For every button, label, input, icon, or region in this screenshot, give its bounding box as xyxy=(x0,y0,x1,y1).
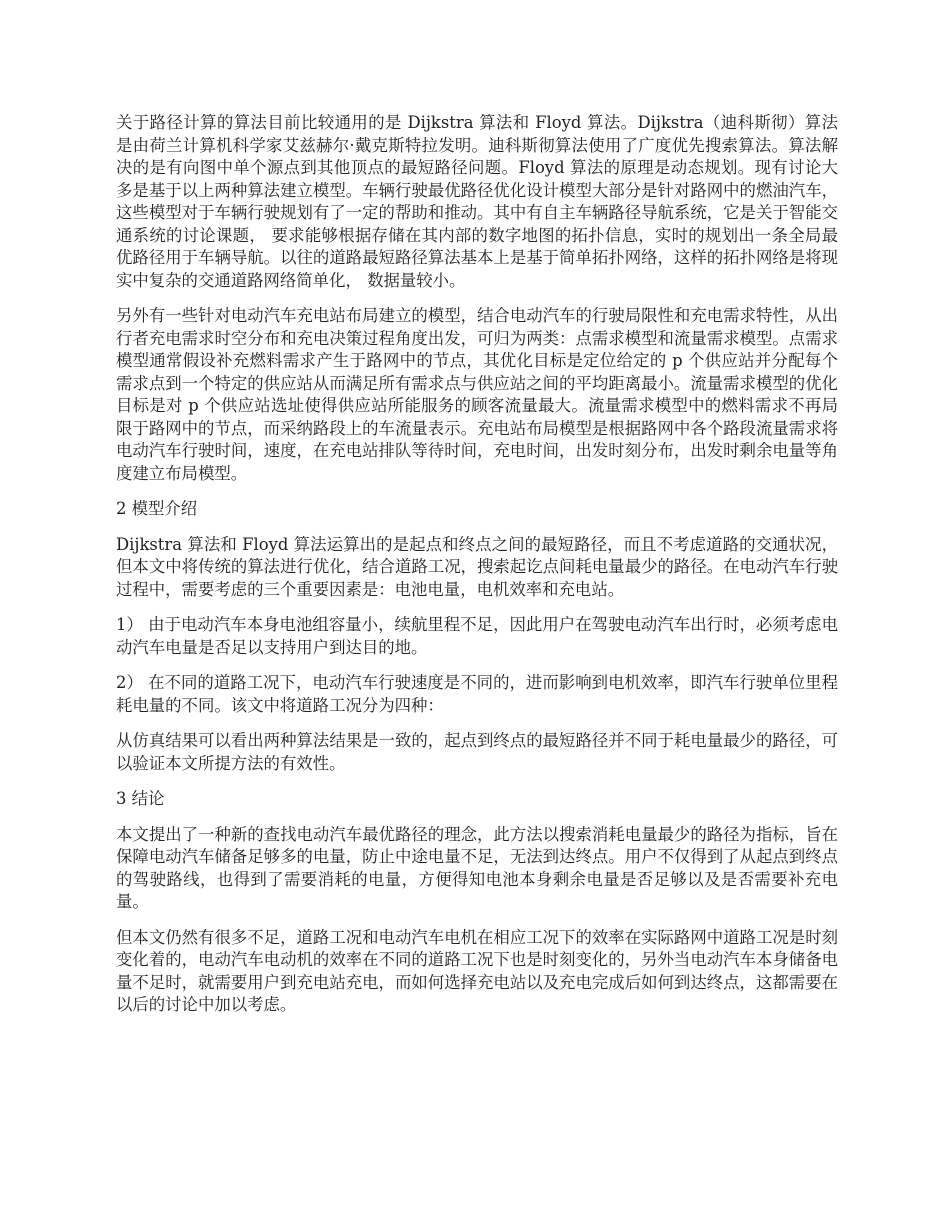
document-page xyxy=(116,112,838,1030)
paragraph-conclusion-limitations: 但本文仍然有很多不足，道路工况和电动汽车电机在相应工况下的效率在实际路网中道路工况是时刻变化着的，电动汽车电动机的效率在不同的道路工况下也是时刻变化的，另外当电动汽车本身储备电量不足时，就需要用户到充电站充电，而如何选择充电站以及充电完成后如何到达终点，这都需要在以后的讨论中加以考虑。 xyxy=(116,927,838,1014)
paragraph-factor-battery: 1） 由于电动汽车本身电池组容量小，续航里程不足，因此用户在驾驶电动汽车出行时，必须考虑电动汽车电量是否足以支持用户到达目的地。 xyxy=(116,615,838,657)
paragraph-simulation-result: 从仿真结果可以看出两种算法结果是一致的，起点到终点的最短路径并不同于耗电量最少的路径，可以验证本文所提方法的有效性。 xyxy=(116,731,838,773)
paragraph-model-overview: Dijkstra 算法和 Floyd 算法运算出的是起点和终点之间的最短路径，而且不考虑道路的交通状况，但本文中将传统的算法进行优化，结合道路工况，搜索起讫点间耗电量最少的路径。在电动汽车行驶过程中，需要考虑的三个重要因素是：电池电量，电机效率和充电站。 xyxy=(116,534,838,599)
paragraph-factor-road-conditions: 2） 在不同的道路工况下，电动汽车行驶速度是不同的，进而影响到电机效率，即汽车行驶单位里程耗电量的不同。该文中将道路工况分为四种： xyxy=(116,673,838,715)
paragraph-path-algorithms-intro: 关于路径计算的算法目前比较通用的是 Dijkstra 算法和 Floyd 算法。Dijkstra（迪科斯彻）算法是由荷兰计算机科学家艾兹赫尔·戴克斯特拉发明。迪科斯彻算法使用了广度优先搜索算法。算法解决的是有向图中单个源点到其他顶点的最短路径问题。Floyd 算法的原理是动态规划。现有讨论大多是基于以上两种算法建立模型。车辆行驶最优路径优化设计模型大部分是针对路网中的燃油汽车，这些模型对于车辆行驶规划有了一定的帮助和推动。其中有自主车辆路径导航系统，它是关于智能交通系统的讨论课题， 要求能够根据存储在其内部的数字地图的拓扑信息，实时的规划出一条全局最优路径用于车辆导航。以往的道路最短路径算法基本上是基于简单拓扑网络，这样的拓扑网络是将现实中复杂的交通道路网络简单化， 数据量较小。 xyxy=(116,113,838,290)
paragraph-charging-station-models: 另外有一些针对电动汽车充电站布局建立的模型，结合电动汽车的行驶局限性和充电需求特性，从出行者充电需求时空分布和充电决策过程角度出发，可归为两类：点需求模型和流量需求模型。点需求模型通常假设补充燃料需求产生于路网中的节点，其优化目标是定位给定的 p 个供应站并分配每个需求点到一个特定的供应站从而满足所有需求点与供应站之间的平均距离最小。流量需求模型的优化目标是对 p 个供应站选址使得供应站所能服务的顾客流量最大。流量需求模型中的燃料需求不再局限于路网中的节点，而采纳路段上的车流量表示。充电站布局模型是根据路网中各个路段流量需求将电动汽车行驶时间，速度，在充电站排队等待时间，充电时间，出发时刻分布，出发时剩余电量等角度建立布局模型。 xyxy=(116,306,838,483)
section-heading-model-intro: 2 模型介绍 xyxy=(116,499,198,518)
section-heading-conclusion: 3 结论 xyxy=(116,789,165,808)
paragraph-conclusion-summary: 本文提出了一种新的查找电动汽车最优路径的理念，此方法以搜索消耗电量最少的路径为指标，旨在保障电动汽车储备足够多的电量，防止中途电量不足，无法到达终点。用户不仅得到了从起点到终点的驾驶路线，也得到了需要消耗的电量，方便得知电池本身剩余电量是否足够以及是否需要补充电量。 xyxy=(116,824,838,911)
